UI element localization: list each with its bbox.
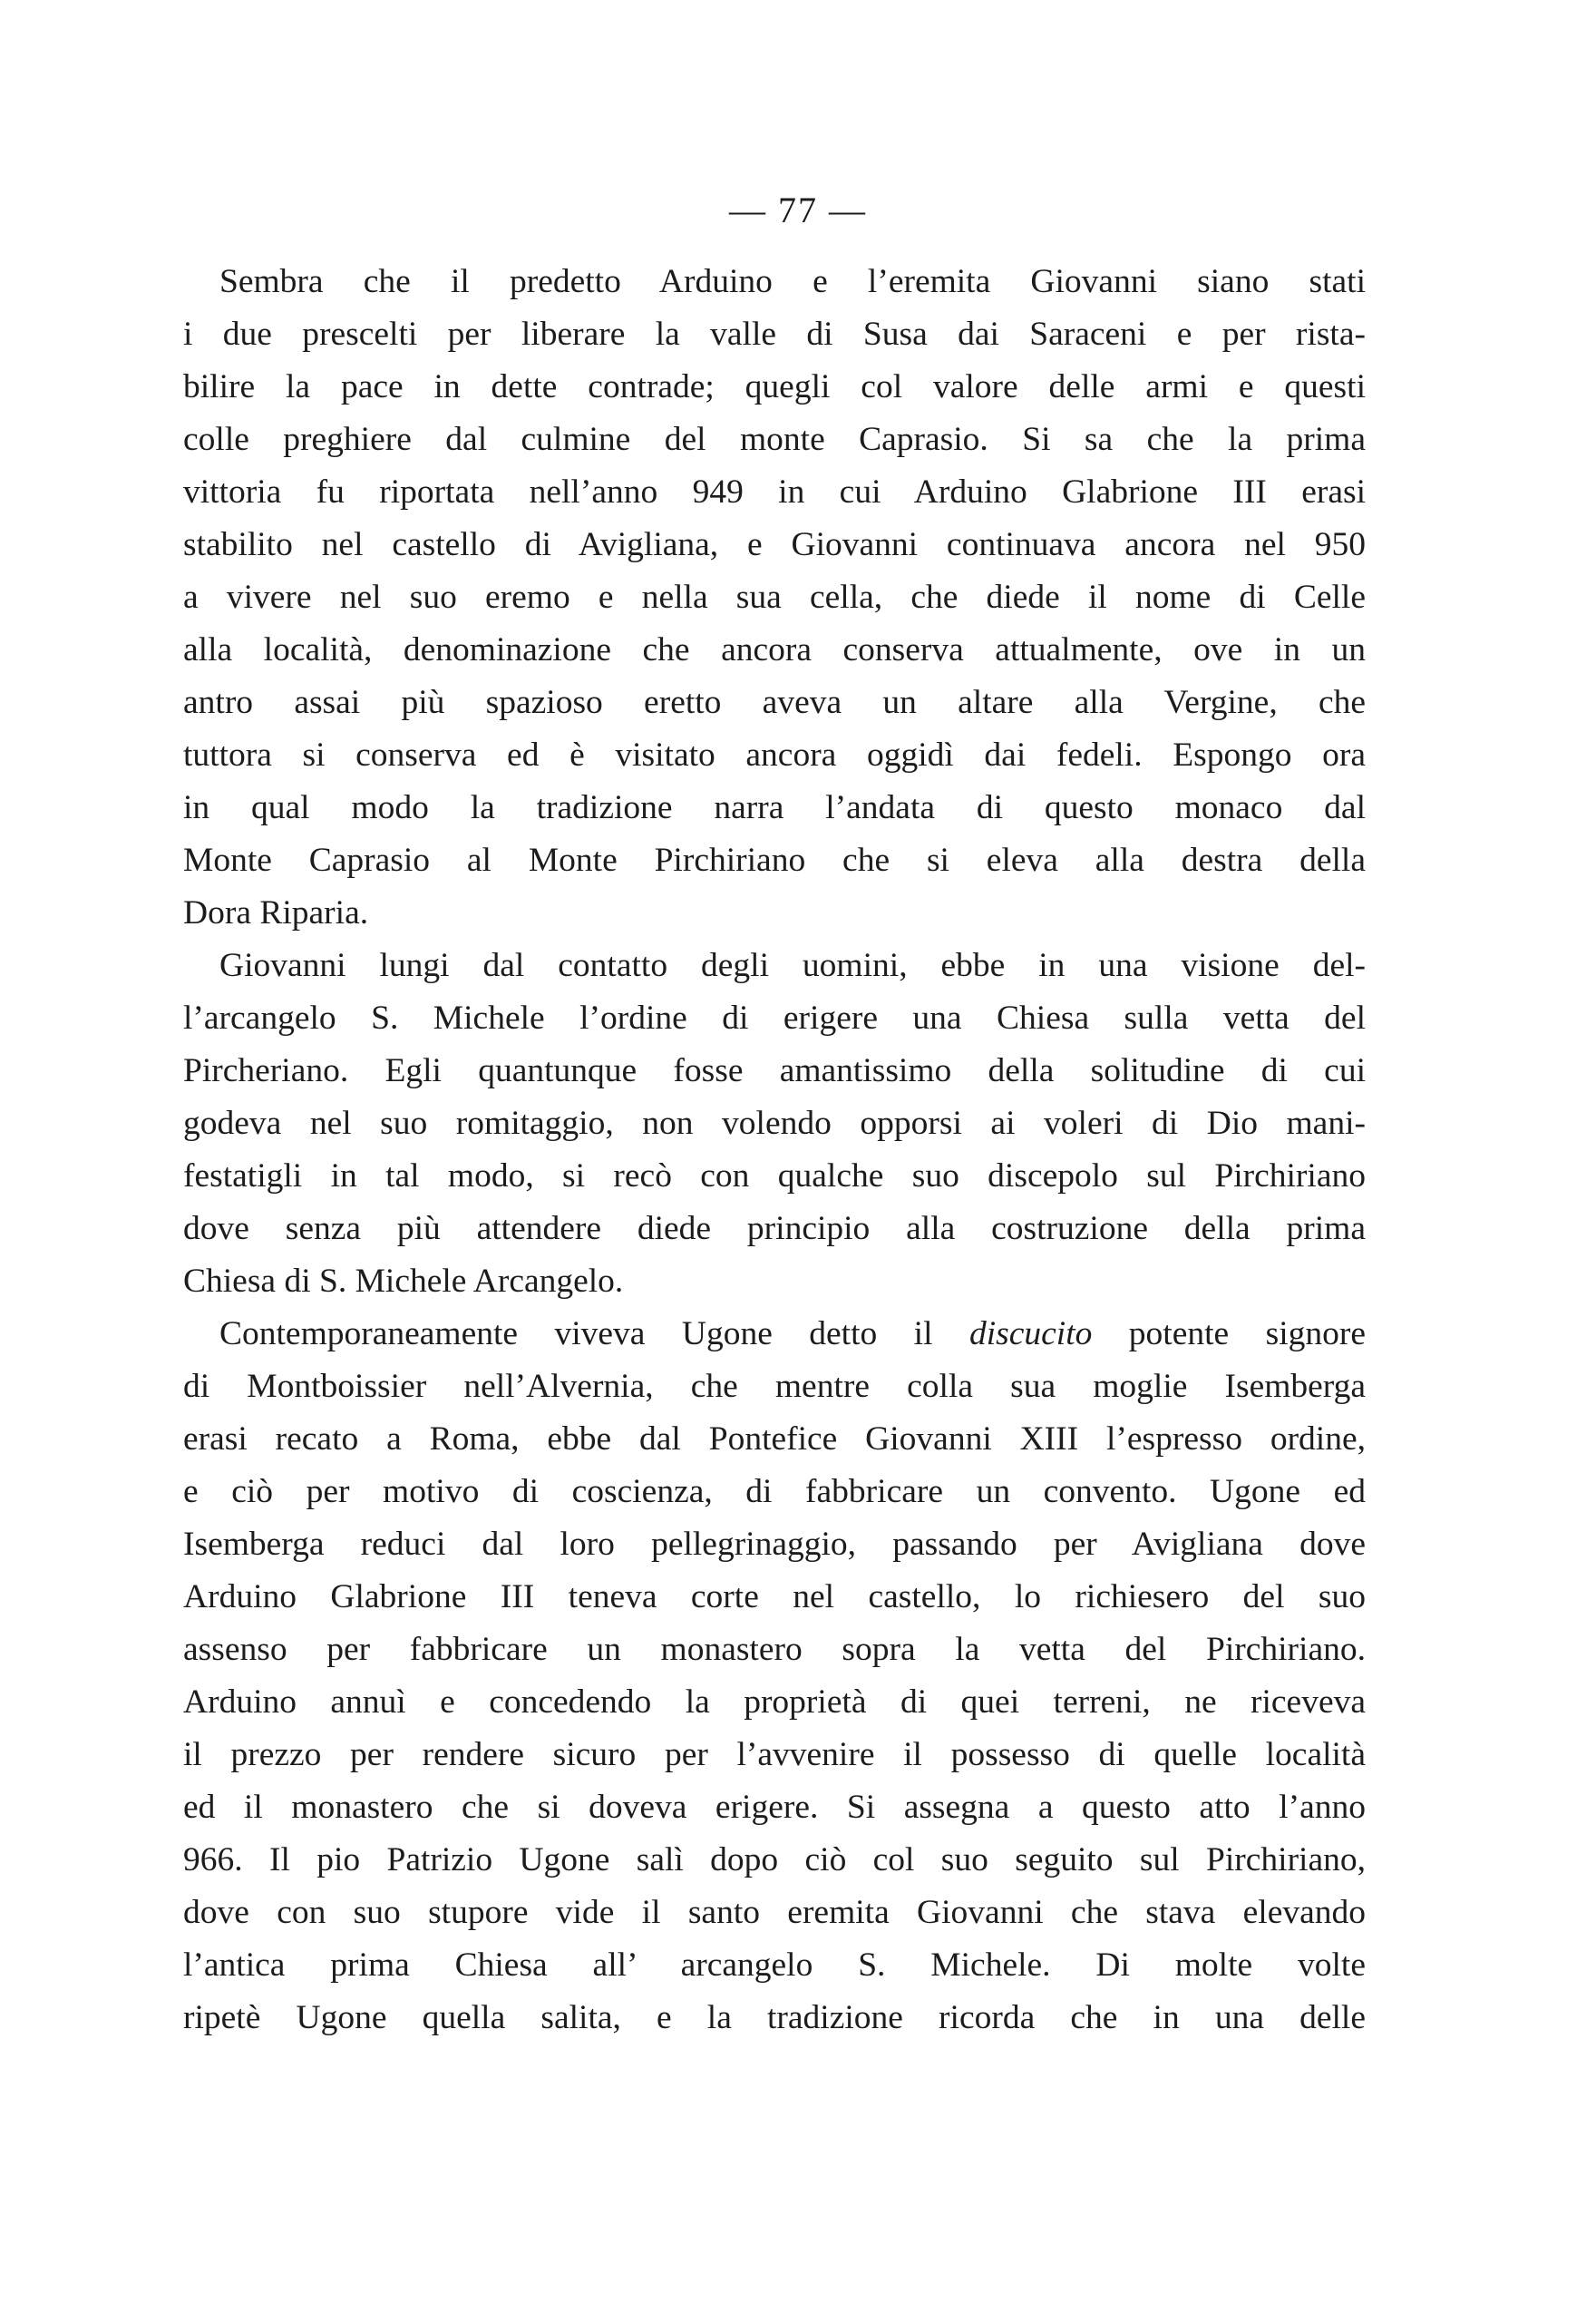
paragraph-3 xyxy=(183,1308,1366,2044)
text-line: Sembra che il predetto Arduino e l’eremita Giovanni siano stati xyxy=(219,263,1366,300)
text-line: ed il monastero che si doveva erigere. Si assegna a questo atto l’anno xyxy=(183,1789,1366,1826)
paragraph-2 xyxy=(183,940,1366,1308)
text-line: ripetè Ugone quella salita, e la tradizione ricorda che in una delle xyxy=(183,1999,1366,2036)
paragraph-1 xyxy=(183,256,1366,940)
text-line: di Montboissier nell’Alvernia, che mentre colla sua moglie Isemberga xyxy=(183,1368,1366,1405)
text-line: Monte Caprasio al Monte Pirchiriano che si eleva alla destra della xyxy=(183,842,1366,879)
text-line: i due prescelti per liberare la valle di Susa dai Saraceni e per rista- xyxy=(183,316,1366,353)
text-line: Pircheriano. Egli quantunque fosse amantissimo della solitudine di cui xyxy=(183,1052,1366,1089)
text-line: colle preghiere dal culmine del monte Caprasio. Si sa che la prima xyxy=(183,421,1366,458)
text-line: Arduino annuì e concedendo la proprietà di quei terreni, ne riceveva xyxy=(183,1683,1366,1721)
text-line-with-italic xyxy=(183,1308,1366,1361)
text-line: Isemberga reduci dal loro pellegrinaggio, passando per Avigliana dove xyxy=(183,1526,1366,1563)
text-line: antro assai più spazioso eretto aveva un altare alla Vergine, che xyxy=(183,684,1366,721)
text-line: Chiesa di S. Michele Arcangelo. xyxy=(183,1263,624,1300)
body-text xyxy=(183,256,1366,2044)
text-segment: Contemporaneamente viveva Ugone detto il xyxy=(219,1315,969,1352)
text-line: in qual modo la tradizione narra l’andata di questo monaco dal xyxy=(183,789,1366,826)
text-line: Giovanni lungi dal contatto degli uomini, ebbe in una visione del- xyxy=(219,947,1366,984)
text-line: a vivere nel suo eremo e nella sua cella, che diede il nome di Celle xyxy=(183,579,1366,616)
page-number: — 77 — xyxy=(729,190,867,230)
text-line: tuttora si conserva ed è visitato ancora oggidì dai fedeli. Espongo ora xyxy=(183,737,1366,774)
text-line: il prezzo per rendere sicuro per l’avvenire il possesso di quelle località xyxy=(183,1736,1366,1773)
text-line: vittoria fu riportata nell’anno 949 in cui Arduino Glabrione III erasi xyxy=(183,473,1366,511)
text-line: stabilito nel castello di Avigliana, e Giovanni continuava ancora nel 950 xyxy=(183,526,1366,563)
text-segment: potente signore xyxy=(1092,1315,1366,1352)
text-line: bilire la pace in dette contrade; quegli col valore delle armi e questi xyxy=(183,368,1366,405)
text-line: alla località, denominazione che ancora conserva attualmente, ove in un xyxy=(183,631,1366,668)
text-line: assenso per fabbricare un monastero sopra la vetta del Pirchiriano. xyxy=(183,1631,1366,1668)
text-line: festatigli in tal modo, si recò con qualche suo discepolo sul Pirchiriano xyxy=(183,1157,1366,1195)
text-line: e ciò per motivo di coscienza, di fabbricare un convento. Ugone ed xyxy=(183,1473,1366,1510)
text-line: 966. Il pio Patrizio Ugone salì dopo ciò col suo seguito sul Pirchiriano, xyxy=(183,1841,1366,1878)
text-line: erasi recato a Roma, ebbe dal Pontefice Giovanni XIII l’espresso ordine, xyxy=(183,1420,1366,1458)
text-line: Arduino Glabrione III teneva corte nel castello, lo richiesero del suo xyxy=(183,1578,1366,1615)
text-line: godeva nel suo romitaggio, non volendo opporsi ai voleri di Dio mani- xyxy=(183,1105,1366,1142)
text-line: dove senza più attendere diede principio alla costruzione della prima xyxy=(183,1210,1366,1247)
text-line: Dora Riparia. xyxy=(183,894,369,932)
italic-word: discucito xyxy=(968,1315,1093,1352)
text-line: l’arcangelo S. Michele l’ordine di erigere una Chiesa sulla vetta del xyxy=(183,1000,1366,1037)
text-line: dove con suo stupore vide il santo eremita Giovanni che stava elevando xyxy=(183,1894,1366,1931)
text-line: l’antica prima Chiesa all’ arcangelo S. Michele. Di molte volte xyxy=(183,1946,1366,1984)
